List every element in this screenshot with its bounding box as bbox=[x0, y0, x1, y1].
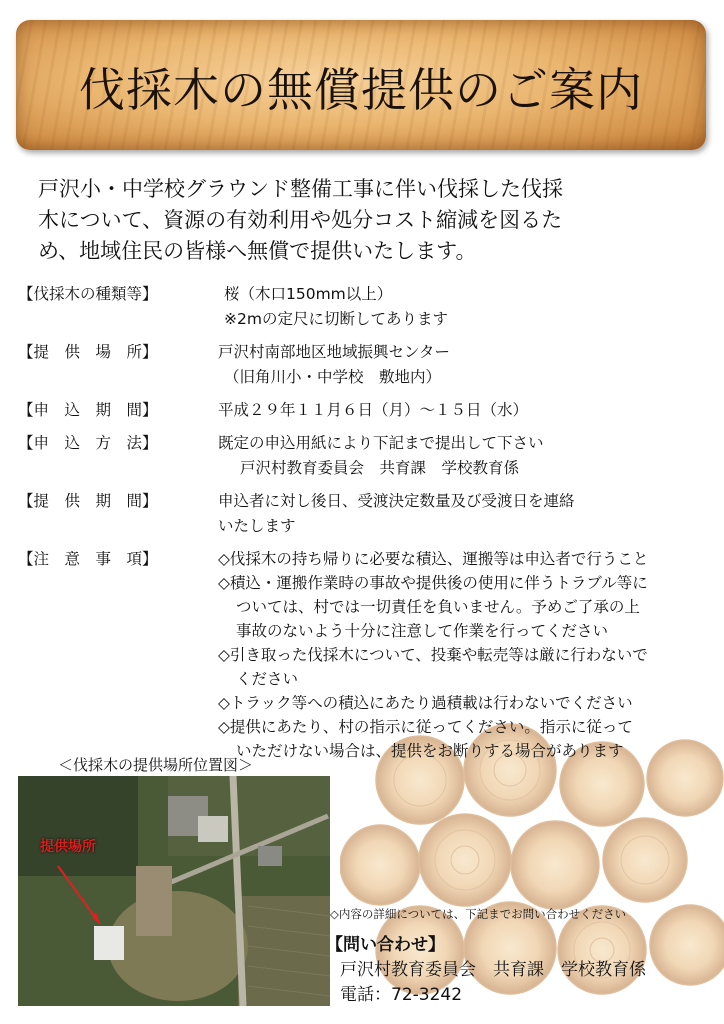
intro-line: め、地域住民の皆様へ無償で提供いたします。 bbox=[38, 239, 477, 263]
detail-line: 平成２９年１１月６日（月）～１５日（水） bbox=[218, 401, 529, 419]
intro-line: 戸沢小・中学校グラウンド整備工事に伴い伐採した伐採 bbox=[38, 177, 563, 201]
detail-row-application-period bbox=[18, 398, 718, 423]
contact-phone: 電話：72-3242 bbox=[340, 985, 463, 1005]
note-line: 事故のないよう十分に注意して作業を行ってください bbox=[236, 622, 609, 640]
detail-value bbox=[218, 431, 718, 481]
map-location-label: 提供場所 bbox=[40, 839, 96, 855]
note-line: ◇トラック等への積込にあたり過積載は行わないでください bbox=[218, 694, 633, 712]
detail-row-notes bbox=[18, 547, 718, 763]
detail-line: 既定の申込用紙により下記まで提出して下さい bbox=[218, 434, 544, 452]
note-line: ◇積込・運搬作業時の事故や提供後の使用に伴うトラブル等に bbox=[218, 574, 648, 592]
detail-line: （旧角川小・中学校 敷地内） bbox=[224, 368, 442, 386]
detail-value bbox=[218, 282, 718, 332]
detail-line: 戸沢村南部地区地域振興センター bbox=[218, 343, 450, 361]
detail-label: 【伐採木の種類等】 bbox=[18, 285, 158, 303]
detail-value bbox=[218, 398, 718, 423]
details-list bbox=[18, 282, 718, 771]
detail-label: 【申 込 期 間】 bbox=[18, 401, 158, 419]
aerial-map bbox=[18, 776, 330, 1006]
note-line: ◇伐採木の持ち帰りに必要な積込、運搬等は申込者で行うこと bbox=[218, 550, 649, 568]
detail-label: 【提 供 期 間】 bbox=[18, 492, 158, 510]
contact-heading: 【問い合わせ】 bbox=[326, 935, 445, 955]
detail-line: 申込者に対し後日、受渡決定数量及び受渡日を連絡 bbox=[218, 492, 575, 510]
detail-row-location bbox=[18, 340, 718, 390]
detail-row-type bbox=[18, 282, 718, 332]
title-board bbox=[16, 20, 706, 150]
intro-paragraph bbox=[38, 174, 698, 267]
note-line: ◇引き取った伐採木について、投棄や転売等は厳に行わないで bbox=[218, 646, 648, 664]
map-caption: ＜伐採木の提供場所位置図＞ bbox=[58, 756, 254, 774]
detail-row-provision-period bbox=[18, 489, 718, 539]
detail-row-application-method bbox=[18, 431, 718, 481]
detail-label: 【申 込 方 法】 bbox=[18, 434, 158, 452]
page-title: 伐採木の無償提供のご案内 bbox=[79, 63, 643, 117]
detail-line: 桜（木口150mm以上） bbox=[224, 285, 393, 303]
detail-label: 【提 供 場 所】 bbox=[18, 343, 158, 361]
intro-line: 木について、資源の有効利用や処分コスト縮減を図るた bbox=[38, 208, 563, 232]
detail-line: いたします bbox=[218, 517, 296, 535]
aerial-photo bbox=[18, 776, 330, 1006]
detail-value bbox=[218, 340, 718, 390]
note-line: ください bbox=[236, 670, 299, 688]
detail-line: ※2mの定尺に切断してあります bbox=[224, 310, 448, 328]
contact-organization: 戸沢村教育委員会 共育課 学校教育係 bbox=[340, 960, 646, 980]
detail-value bbox=[218, 489, 718, 539]
detail-line: 戸沢村教育委員会 共育課 学校教育係 bbox=[240, 459, 520, 477]
note-line: ついては、村では一切責任を負いません。予めご了承の上 bbox=[236, 598, 640, 616]
note-line: いただけない場合は、提供をお断りする場合があります bbox=[236, 742, 624, 760]
note-line: ◇提供にあたり、村の指示に従ってください。指示に従って bbox=[218, 718, 633, 736]
contact-note: ◇内容の詳細については、下記までお問い合わせください bbox=[330, 907, 627, 921]
notes-list bbox=[218, 547, 718, 763]
detail-label: 【注 意 事 項】 bbox=[18, 550, 158, 568]
